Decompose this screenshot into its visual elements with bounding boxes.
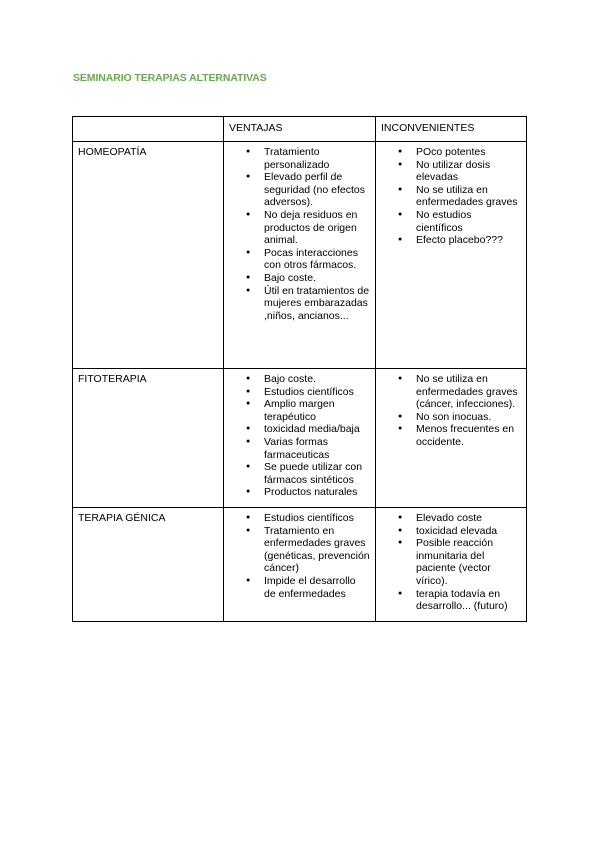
list-item: ● Varias formas farmaceuticas: [246, 436, 370, 461]
ventajas-list: [229, 512, 370, 600]
list-item: ● POco potentes: [398, 146, 521, 159]
ventajas-cell: [224, 508, 376, 622]
table-row-terapia-genica: [73, 508, 527, 622]
ventajas-list: [229, 146, 370, 322]
list-item: ● Impide el desarrollo de enfermedades: [246, 575, 370, 600]
inconvenientes-list: [381, 146, 521, 247]
list-item: ● terapia todavía en desarrollo... (futuro): [398, 588, 521, 613]
therapy-name: TERAPIA GÉNICA: [73, 508, 224, 622]
ventajas-cell: [224, 369, 376, 508]
list-item: ● Bajo coste.: [246, 272, 370, 285]
document-title: SEMINARIO TERAPIAS ALTERNATIVAS: [73, 72, 267, 84]
header-ventajas: VENTAJAS: [224, 117, 376, 142]
inconvenientes-list: [381, 512, 521, 613]
list-item: ● Se puede utilizar con fármacos sintéticos: [246, 461, 370, 486]
inconvenientes-cell: [376, 142, 527, 369]
inconvenientes-cell: [376, 369, 527, 508]
inconvenientes-cell: [376, 508, 527, 622]
list-item: ● Elevado coste: [398, 512, 521, 525]
list-item: ● Tratamiento personalizado: [246, 146, 370, 171]
ventajas-list: [229, 373, 370, 499]
therapies-table: [72, 116, 527, 622]
header-empty-cell: [73, 117, 224, 142]
list-item: ● No estudios científicos: [398, 209, 521, 234]
list-item: ● Bajo coste.: [246, 373, 370, 386]
list-item: ● Útil en tratamientos de mujeres embarazadas ,niños, ancianos...: [246, 285, 370, 323]
list-item: ● No son inocuas.: [398, 411, 521, 424]
header-inconvenientes: INCONVENIENTES: [376, 117, 527, 142]
therapy-name: HOMEOPATÍA: [73, 142, 224, 369]
list-item: ● No se utiliza en enfermedades graves: [398, 184, 521, 209]
table-row-fitoterapia: [73, 369, 527, 508]
list-item: ● Tratamiento en enfermedades graves (genéticas, prevención cáncer): [246, 525, 370, 575]
list-item: ● Estudios científicos: [246, 512, 370, 525]
table-row-homeopatia: [73, 142, 527, 369]
list-item: ● Menos frecuentes en occidente.: [398, 423, 521, 448]
ventajas-cell: [224, 142, 376, 369]
list-item: ● Pocas interacciones con otros fármacos.: [246, 247, 370, 272]
list-item: ● No utilizar dosis elevadas: [398, 159, 521, 184]
list-item: ● toxicidad elevada: [398, 525, 521, 538]
list-item: ● No se utiliza en enfermedades graves (cáncer, infecciones).: [398, 373, 521, 411]
inconvenientes-list: [381, 373, 521, 449]
list-item: ● Elevado perfil de seguridad (no efectos adversos).: [246, 171, 370, 209]
table-header-row: [73, 117, 527, 142]
list-item: ● Productos naturales: [246, 486, 370, 499]
list-item: ● Amplio margen terapéutico: [246, 398, 370, 423]
list-item: ● No deja residuos en productos de origen animal.: [246, 209, 370, 247]
list-item: ● Estudios científicos: [246, 386, 370, 399]
list-item: ● toxicidad media/baja: [246, 423, 370, 436]
list-item: ● Posible reacción inmunitaria del paciente (vector vírico).: [398, 537, 521, 587]
list-item: ● Efecto placebo???: [398, 234, 521, 247]
therapy-name: FITOTERAPIA: [73, 369, 224, 508]
